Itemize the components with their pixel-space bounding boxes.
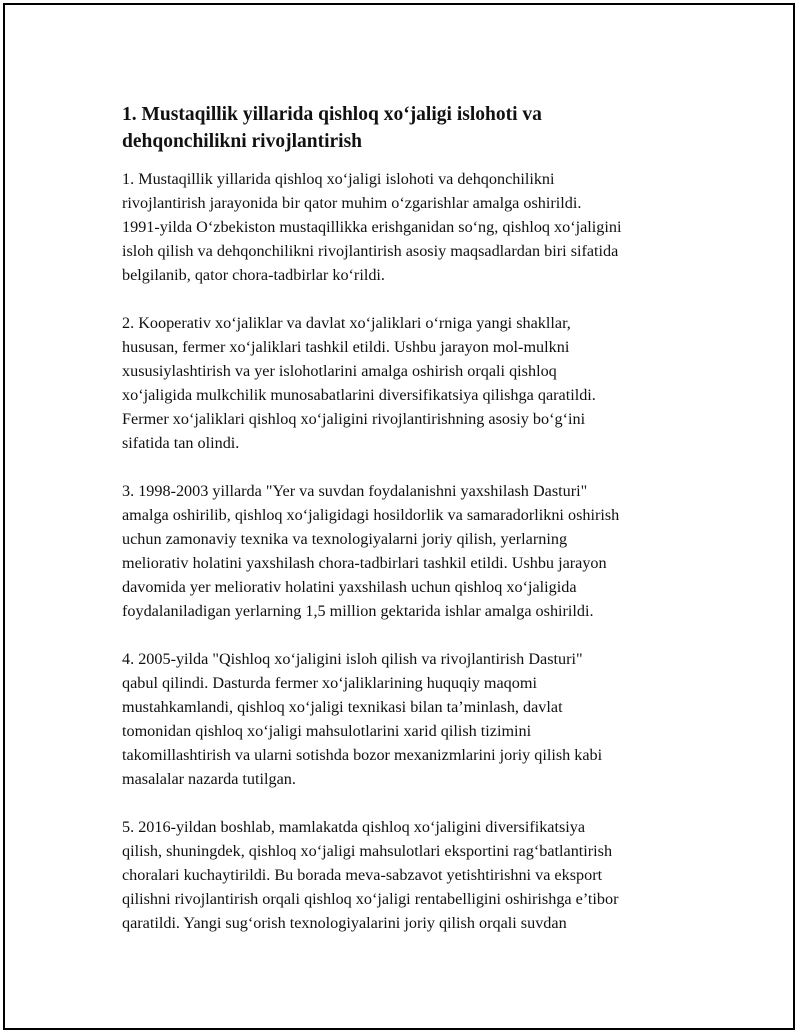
text-line: 5. 2016-yildan boshlab, mamlakatda qishloq xo‘jaligini diversifikatsiya: [122, 818, 586, 836]
text-line: 3. 1998-2003 yillarda "Yer va suvdan foydalanishni yaxshilash Dasturi": [122, 482, 588, 500]
text-line: amalga oshirilib, qishloq xo‘jaligidagi hosildorlik va samaradorlikni oshirish: [122, 506, 620, 524]
text-line: sifatida tan olindi.: [122, 434, 240, 452]
text-line: hususan, fermer xo‘jaliklari tashkil etildi. Ushbu jarayon mol-mulkni: [122, 338, 570, 356]
paragraph-2: [122, 311, 702, 455]
text-line: belgilanib, qator chora-tadbirlar ko‘rildi.: [122, 266, 385, 284]
text-line: uchun zamonaviy texnika va texnologiyalarni joriy qilish, yerlarning: [122, 530, 568, 548]
text-line: qabul qilindi. Dasturda fermer xo‘jaliklarining huquqiy maqomi: [122, 674, 537, 692]
text-line: isloh qilish va dehqonchilikni rivojlantirish asosiy maqsadlardan biri sifatida: [122, 242, 619, 260]
document-title: [122, 101, 702, 155]
page-frame: [3, 3, 795, 1030]
title-line: dehqonchilikni rivojlantirish: [122, 131, 363, 152]
text-line: takomillashtirish va ularni sotishda bozor mexanizmlarini joriy qilish kabi: [122, 746, 603, 764]
paragraph-5: [122, 815, 702, 935]
text-line: masalalar nazarda tutilgan.: [122, 770, 296, 788]
text-line: 4. 2005-yilda "Qishloq xo‘jaligini isloh qilish va rivojlantirish Dasturi": [122, 650, 583, 668]
text-line: tomonidan qishloq xo‘jaligi mahsulotlarini xarid qilish tizimini: [122, 722, 532, 740]
text-line: rivojlantirish jarayonida bir qator muhim o‘zgarishlar amalga oshirildi.: [122, 194, 582, 212]
text-line: foydalaniladigan yerlarning 1,5 million gektarida ishlar amalga oshirildi.: [122, 602, 594, 620]
paragraph-4: [122, 647, 702, 791]
text-line: 1991-yilda O‘zbekiston mustaqillikka erishganidan so‘ng, qishloq xo‘jaligini: [122, 218, 622, 236]
paragraph-1: [122, 167, 702, 287]
text-line: 2. Kooperativ xo‘jaliklar va davlat xo‘jaliklari o‘rniga yangi shakllar,: [122, 314, 571, 332]
text-line: xususiylashtirish va yer islohotlarini amalga oshirish orqali qishloq: [122, 362, 557, 380]
text-line: qaratildi. Yangi sug‘orish texnologiyalarini joriy qilish orqali suvdan: [122, 914, 567, 932]
text-line: qilishni rivojlantirish orqali qishloq xo‘jaligi rentabelligini oshirishga e’tibor: [122, 890, 619, 908]
paragraph-3: [122, 479, 702, 623]
text-line: 1. Mustaqillik yillarida qishloq xo‘jaligi islohoti va dehqonchilikni: [122, 170, 555, 188]
text-line: mustahkamlandi, qishloq xo‘jaligi texnikasi bilan ta’minlash, davlat: [122, 698, 563, 716]
text-line: meliorativ holatini yaxshilash chora-tadbirlari tashkil etildi. Ushbu jarayon: [122, 554, 607, 572]
title-line: 1. Mustaqillik yillarida qishloq xo‘jaligi islohoti va: [122, 104, 542, 125]
text-line: choralari kuchaytirildi. Bu borada meva-sabzavot yetishtirishni va eksport: [122, 866, 603, 884]
text-line: Fermer xo‘jaliklari qishloq xo‘jaligini rivojlantirishning asosiy bo‘g‘ini: [122, 410, 586, 428]
text-line: qilish, shuningdek, qishloq xo‘jaligi mahsulotlari eksportini rag‘batlantirish: [122, 842, 613, 860]
text-line: davomida yer meliorativ holatini yaxshilash uchun qishloq xo‘jaligida: [122, 578, 577, 596]
document-body: [122, 101, 702, 959]
text-line: xo‘jaligida mulkchilik munosabatlarini diversifikatsiya qilishga qaratildi.: [122, 386, 596, 404]
